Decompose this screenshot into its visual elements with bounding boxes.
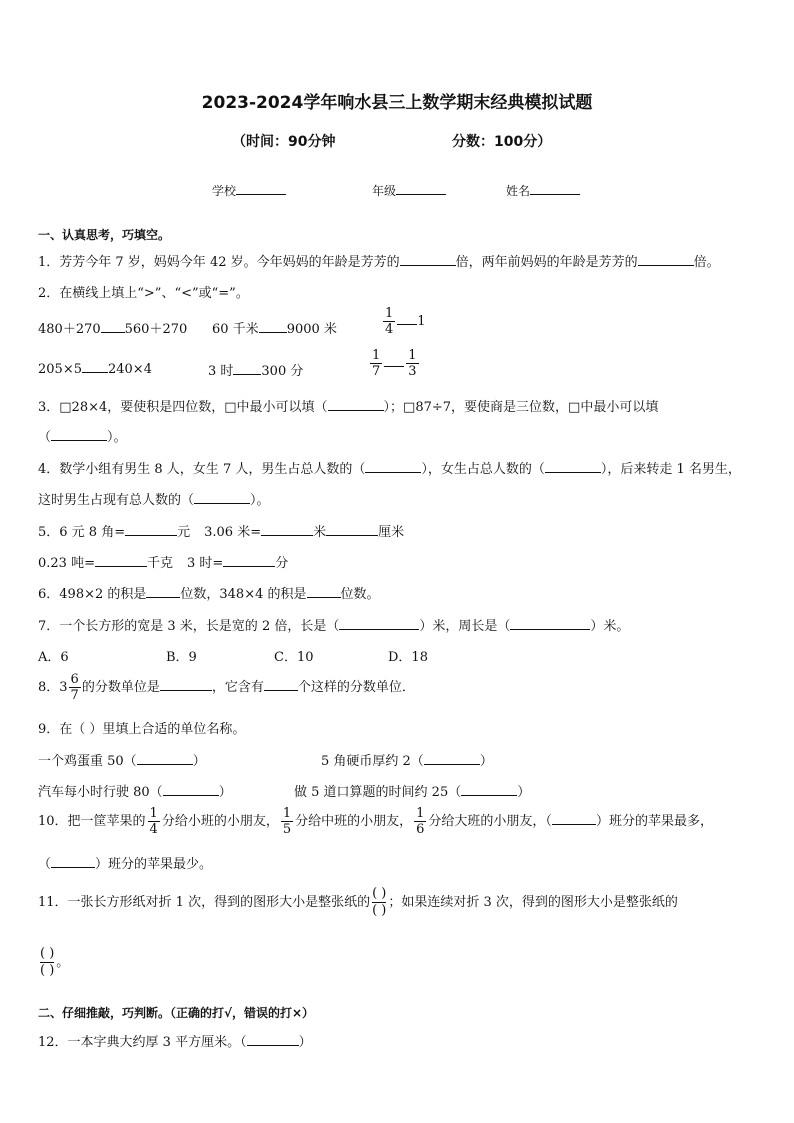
- q5-blank-5[interactable]: [223, 554, 275, 567]
- question-6: 6．498×2 的积是 位数，348×4 的积是 位数。: [38, 587, 380, 602]
- q8-blank-2[interactable]: [264, 678, 298, 691]
- q3-blank-1[interactable]: [328, 398, 384, 411]
- name-blank[interactable]: [530, 182, 580, 195]
- grade-blank[interactable]: [396, 182, 446, 195]
- fraction: $\frac{1}{4}$: [385, 306, 394, 337]
- q9-item-1: 一个鸡蛋重 50（ ）: [38, 754, 206, 769]
- q2-blank-6[interactable]: [384, 354, 404, 367]
- q2-blank-5[interactable]: [233, 362, 261, 375]
- section-1-heading: 一、认真思考，巧填空。: [38, 228, 171, 242]
- question-11-cont: ( ) ( ) 。: [40, 946, 70, 978]
- fraction: $\frac{1}{4}$: [149, 806, 158, 837]
- question-5-cont: 0.23 吨= 千克 3 时= 分: [38, 556, 289, 571]
- q7-blank-2[interactable]: [510, 617, 590, 630]
- q2-item-6: [368, 348, 421, 379]
- q2-item-4: 205×5 240×4: [38, 362, 152, 377]
- question-11: 11．一张长方形纸对折 1 次，得到的图形大小是整张纸的 ( ) ( ) ；如果连续对折 3 次，得到的图形大小是整张纸的: [38, 886, 678, 918]
- q5-blank-1[interactable]: [125, 523, 177, 536]
- question-10-cont: （ ）班分的苹果最少。: [38, 857, 213, 872]
- fraction: $\frac{1}{3}$: [408, 348, 417, 379]
- q7-option-d[interactable]: D．18: [388, 650, 428, 665]
- q5-blank-3[interactable]: [326, 523, 378, 536]
- q9-item-4: 做 5 道口算题的时间约 25（ ）: [294, 785, 531, 800]
- q2-item-5: 3 时 300 分: [208, 364, 304, 379]
- q6-blank-2[interactable]: [307, 585, 341, 598]
- q12-blank[interactable]: [247, 1033, 299, 1046]
- question-3-cont: （ ）。: [38, 430, 127, 445]
- q1-blank-2[interactable]: [638, 253, 694, 266]
- question-5: 5．6 元 8 角= 元 3.06 米= 米 厘米: [38, 525, 405, 540]
- q10-blank-2[interactable]: [51, 855, 95, 868]
- q2-blank-4[interactable]: [82, 360, 108, 373]
- q3-blank-2[interactable]: [51, 428, 107, 441]
- q8-blank-1[interactable]: [160, 678, 212, 691]
- question-3: 3．□28×4，要使积是四位数，□中最小可以填（ ）；□87÷7，要使商是三位数，□中最小可以填: [38, 400, 659, 415]
- q9-blank-3[interactable]: [163, 783, 219, 796]
- q4-blank-2[interactable]: [545, 460, 601, 473]
- q2-blank-2[interactable]: [259, 320, 287, 333]
- q2-blank-1[interactable]: [101, 320, 125, 333]
- question-12: 12．一本字典大约厚 3 平方厘米。（ ）: [38, 1035, 312, 1050]
- q2-item-2: 60 千米 9000 米: [212, 322, 337, 337]
- question-4: 4．数学小组有男生 8 人，女生 7 人，男生占总人数的（ ），女生占总人数的（ ），后来转走 1 名男生，: [38, 462, 741, 477]
- exam-time: （时间：90分钟: [232, 134, 336, 150]
- q5-blank-4[interactable]: [95, 554, 147, 567]
- fraction: $\frac{1}{7}$: [372, 348, 381, 379]
- q4-blank-3[interactable]: [194, 491, 250, 504]
- question-4-cont: 这时男生占现有总人数的（ ）。: [38, 493, 270, 508]
- question-2: 2．在横线上填上“>”、“<”或“=”。: [38, 286, 249, 301]
- q9-blank-2[interactable]: [424, 752, 480, 765]
- question-8: 8．3 $\frac{6}{7}$ 的分数单位是 ，它含有 个这样的分数单位．: [38, 672, 415, 703]
- q2-blank-3[interactable]: [397, 312, 417, 325]
- answer-fraction-box[interactable]: ( ) ( ): [372, 886, 387, 918]
- page-title: 2023-2024学年响水县三上数学期末经典模拟试题: [201, 93, 593, 113]
- q2-item-3: $\frac{1}{4}$ 1: [385, 306, 426, 337]
- answer-fraction-box[interactable]: ( ) ( ): [40, 946, 55, 978]
- q7-option-a[interactable]: A．6: [38, 650, 69, 665]
- q5-blank-2[interactable]: [261, 523, 313, 536]
- school-field: 学校: [212, 182, 286, 199]
- school-blank[interactable]: [236, 182, 286, 195]
- mixed-fraction: $\frac{6}{7}$: [70, 672, 79, 703]
- q4-blank-1[interactable]: [365, 460, 421, 473]
- question-10: 10．把一筐苹果的 $\frac{1}{4}$ 分给小班的小朋友， $\frac{1}{5}$ 分给中班的小朋友， $\frac{1}{6}$ 分给大班的小朋友，（ ）班分的苹果最多，: [38, 806, 713, 837]
- name-field: 姓名: [506, 182, 580, 199]
- fraction: $\frac{1}{6}$: [416, 806, 425, 837]
- section-2-heading: 二、仔细推敲，巧判断。（正确的打√，错误的打×）: [38, 1006, 315, 1020]
- q7-option-b[interactable]: B．9: [166, 650, 197, 665]
- q7-blank-1[interactable]: [339, 617, 419, 630]
- q7-option-c[interactable]: C．10: [274, 650, 314, 665]
- q6-blank-1[interactable]: [146, 585, 180, 598]
- question-1: 1．芳芳今年 7 岁，妈妈今年 42 岁。今年妈妈的年龄是芳芳的 倍，两年前妈妈的年龄是芳芳的 倍。: [38, 255, 720, 270]
- grade-field: 年级: [372, 182, 446, 199]
- question-7: 7．一个长方形的宽是 3 米，长是宽的 2 倍，长是（ ）米，周长是（ ）米。: [38, 619, 630, 634]
- q9-item-3: 汽车每小时行驶 80（ ）: [38, 785, 232, 800]
- question-9: 9．在（ ）里填上合适的单位名称。: [38, 722, 246, 737]
- q2-item-1: 480＋270 560＋270: [38, 322, 188, 337]
- q1-blank-1[interactable]: [400, 253, 456, 266]
- q9-blank-1[interactable]: [137, 752, 193, 765]
- q10-blank-1[interactable]: [552, 812, 596, 825]
- exam-score: 分数：100分）: [452, 134, 552, 150]
- q9-blank-4[interactable]: [461, 783, 517, 796]
- fraction: $\frac{1}{5}$: [282, 806, 292, 837]
- q9-item-2: 5 角硬币厚约 2（ ）: [321, 754, 493, 769]
